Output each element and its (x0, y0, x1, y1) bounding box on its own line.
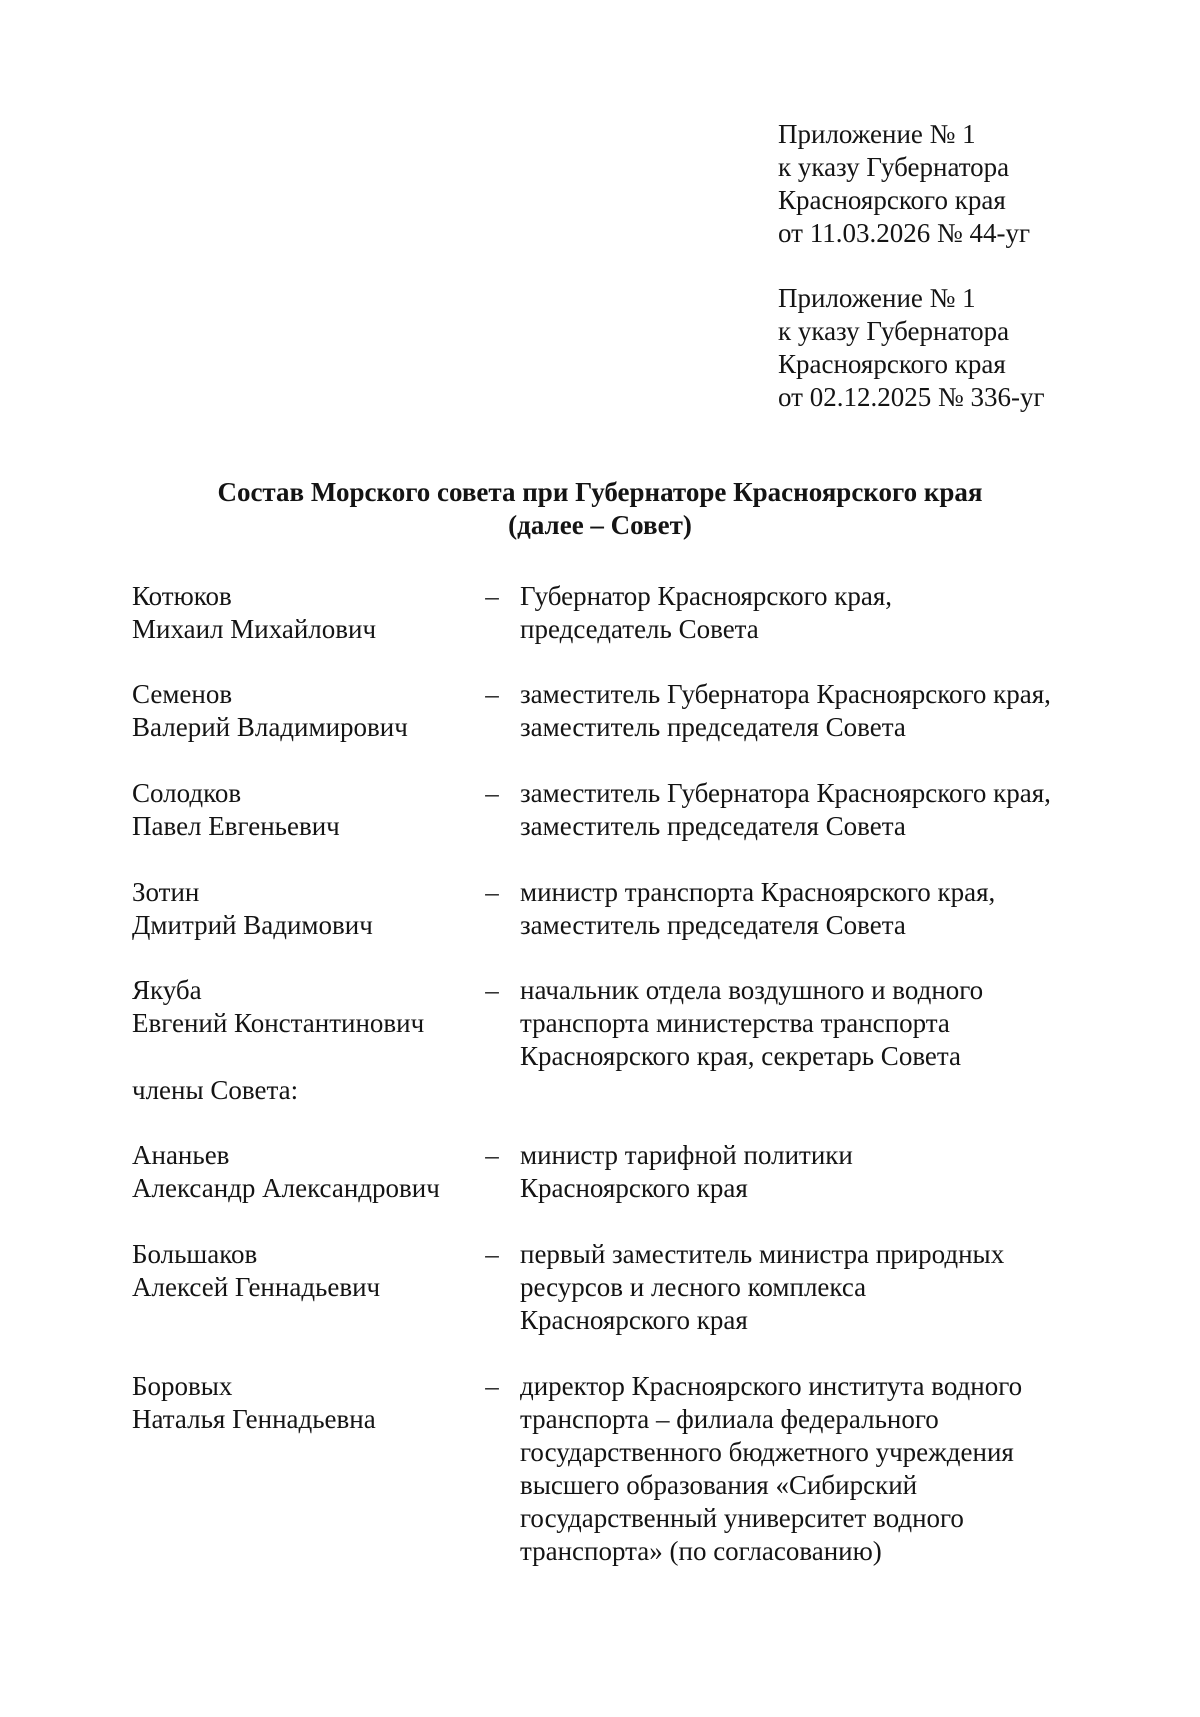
appendix-line: Красноярского края (778, 185, 1006, 215)
position-line: государственного бюджетного учреждения (520, 1437, 1014, 1467)
members-section-label: члены Совета: (132, 1075, 299, 1105)
person-given-name: Михаил Михайлович (132, 614, 377, 644)
person-given-name: Дмитрий Вадимович (132, 910, 373, 940)
position-line: заместитель Губернатора Красноярского края, (520, 679, 1051, 709)
person-name (132, 1370, 472, 1436)
position-line: транспорта» (по согласованию) (520, 1536, 882, 1566)
position-line: первый заместитель министра природных (520, 1239, 1005, 1269)
dash-separator: – (485, 1239, 499, 1269)
appendix-line: Красноярского края (778, 349, 1006, 379)
person-surname: Семенов (132, 679, 233, 709)
person-given-name: Наталья Геннадьевна (132, 1404, 376, 1434)
person-surname: Большаков (132, 1239, 258, 1269)
appendix-line: от 02.12.2025 № 336-уг (778, 382, 1045, 412)
person-position (520, 580, 1100, 646)
appendix-header-previous (778, 282, 1178, 414)
appendix-line: к указу Губернатора (778, 316, 1010, 346)
position-line: ресурсов и лесного комплекса (520, 1272, 867, 1302)
person-position (520, 974, 1100, 1073)
position-line: министр транспорта Красноярского края, (520, 877, 996, 907)
position-line: транспорта министерства транспорта (520, 1008, 950, 1038)
position-line: заместитель председателя Совета (520, 712, 906, 742)
person-given-name: Евгений Константинович (132, 1008, 425, 1038)
person-surname: Зотин (132, 877, 200, 907)
person-given-name: Алексей Геннадьевич (132, 1272, 381, 1302)
dash-separator: – (485, 679, 499, 709)
person-position (520, 1370, 1100, 1568)
position-line: транспорта – филиала федерального (520, 1404, 939, 1434)
position-line: Красноярского края (520, 1173, 748, 1203)
person-given-name: Павел Евгеньевич (132, 811, 340, 841)
position-line: Красноярского края, секретарь Совета (520, 1041, 962, 1071)
person-surname: Боровых (132, 1371, 233, 1401)
position-line: начальник отдела воздушного и водного (520, 975, 984, 1005)
person-name (132, 777, 472, 843)
document-title (100, 476, 1100, 542)
position-line: заместитель Губернатора Красноярского края, (520, 778, 1051, 808)
position-line: заместитель председателя Совета (520, 910, 906, 940)
person-name (132, 1238, 472, 1304)
person-position (520, 876, 1100, 942)
position-line: Красноярского края (520, 1305, 748, 1335)
person-surname: Ананьев (132, 1140, 230, 1170)
position-line: министр тарифной политики (520, 1140, 853, 1170)
person-name (132, 580, 472, 646)
appendix-header-current (778, 118, 1178, 250)
appendix-line: к указу Губернатора (778, 152, 1010, 182)
person-surname: Котюков (132, 581, 232, 611)
title-line: (далее – Совет) (508, 510, 692, 540)
person-position (520, 1238, 1100, 1337)
person-given-name: Валерий Владимирович (132, 712, 408, 742)
appendix-line: Приложение № 1 (778, 119, 976, 149)
dash-separator: – (485, 1371, 499, 1401)
person-position (520, 678, 1100, 744)
position-line: председатель Совета (520, 614, 759, 644)
person-name (132, 678, 472, 744)
person-surname: Якуба (132, 975, 202, 1005)
title-line: Состав Морского совета при Губернаторе Красноярского края (217, 477, 983, 507)
dash-separator: – (485, 877, 499, 907)
dash-separator: – (485, 581, 499, 611)
position-line: государственный университет водного (520, 1503, 964, 1533)
person-name (132, 876, 472, 942)
appendix-line: от 11.03.2026 № 44-уг (778, 218, 1031, 248)
dash-separator: – (485, 778, 499, 808)
person-position (520, 1139, 1100, 1205)
appendix-line: Приложение № 1 (778, 283, 976, 313)
position-line: директор Красноярского института водного (520, 1371, 1023, 1401)
dash-separator: – (485, 1140, 499, 1170)
person-position (520, 777, 1100, 843)
position-line: высшего образования «Сибирский (520, 1470, 918, 1500)
person-name (132, 974, 472, 1040)
position-line: заместитель председателя Совета (520, 811, 906, 841)
person-surname: Солодков (132, 778, 242, 808)
person-given-name: Александр Александрович (132, 1173, 440, 1203)
dash-separator: – (485, 975, 499, 1005)
person-name (132, 1139, 472, 1205)
position-line: Губернатор Красноярского края, (520, 581, 893, 611)
